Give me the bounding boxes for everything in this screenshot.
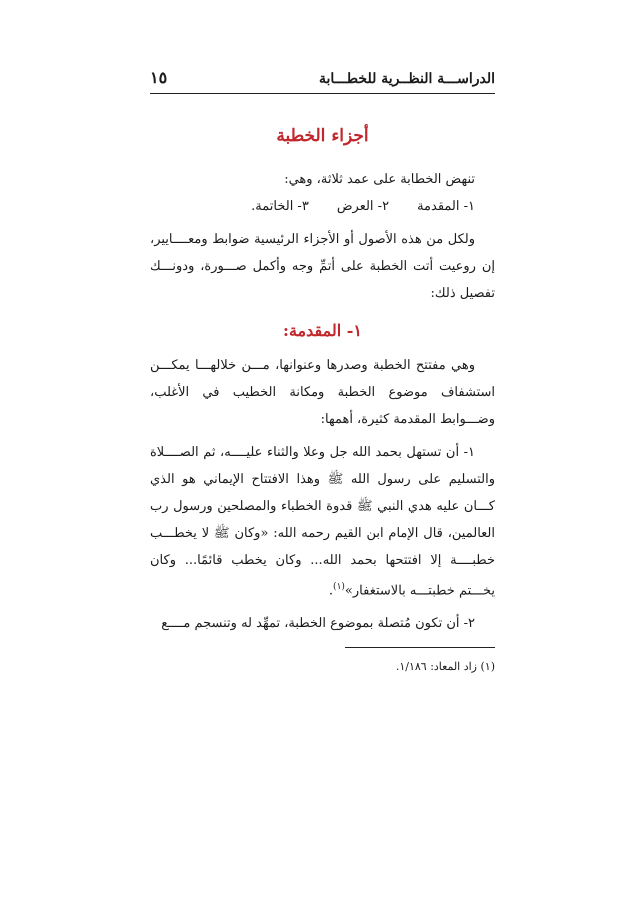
footnote: (١) زاد المعاد: ١/١٨٦.	[395, 660, 495, 674]
book-page	[150, 68, 495, 678]
intro-paragraph: ولكل من هذه الأصول أو الأجزاء الرئيسية ضوابط ومعــــايير، إن روعيت أتت الخطبة على أتمِّ وجه وأكمل صـــورة، ودونـــك تفصيل ذلك:	[150, 232, 495, 301]
parts-list	[150, 193, 495, 220]
point-one-text: ١- أن تستهل بحمد الله جل وعلا والثناء عليــــه، ثم الصــــلاة والتسليم على رسول الله ﷺ وهذا الافتتاح الإيماني هو الذي كـــان عليه هدي النبي ﷺ قدوة الخطباء والمصلحين ورسول رب العالمين، قال الإمام ابن القيم رحمه الله: «وكان ﷺ لا يخطـــب خطبــــة إلا افتتحها بحمد الله... وكان يخطب قائمًا... وكان يخـــتم خطبتـــه بالاستغفار»	[150, 445, 495, 599]
section-paragraph: وهي مفتتح الخطبة وصدرها وعنوانها، مـــن خلالهـــا يمكـــن استشفاف موضوع الخطبة ومكانة الخطيب في الأغلب، وضـــوابط المقدمة كثيرة، أهمها:	[150, 358, 495, 427]
footnote-divider	[345, 647, 495, 648]
point-one	[150, 439, 495, 604]
part-item-conclusion: ٣- الخاتمة.	[251, 199, 309, 214]
point-two: ٢- أن تكون مُتصلة بموضوع الخطبة، تمهِّد له وتنسجم مــــع	[161, 616, 475, 632]
running-title: الدراســـة النظــرية للخطـــابة	[318, 71, 495, 87]
page-number: ١٥	[150, 68, 168, 87]
intro-lead: تنهض الخطابة على عمد ثلاثة، وهي:	[284, 172, 475, 187]
running-header	[150, 68, 495, 94]
part-item-body: ٢- العرض	[336, 199, 390, 214]
section-title: ١- المقدمة:	[283, 321, 362, 340]
point-one-end: .	[328, 583, 334, 599]
footnote-reference: (١)	[333, 582, 345, 592]
part-item-introduction: ١- المقدمة	[417, 199, 475, 214]
chapter-title: أجزاء الخطبة	[276, 126, 369, 146]
